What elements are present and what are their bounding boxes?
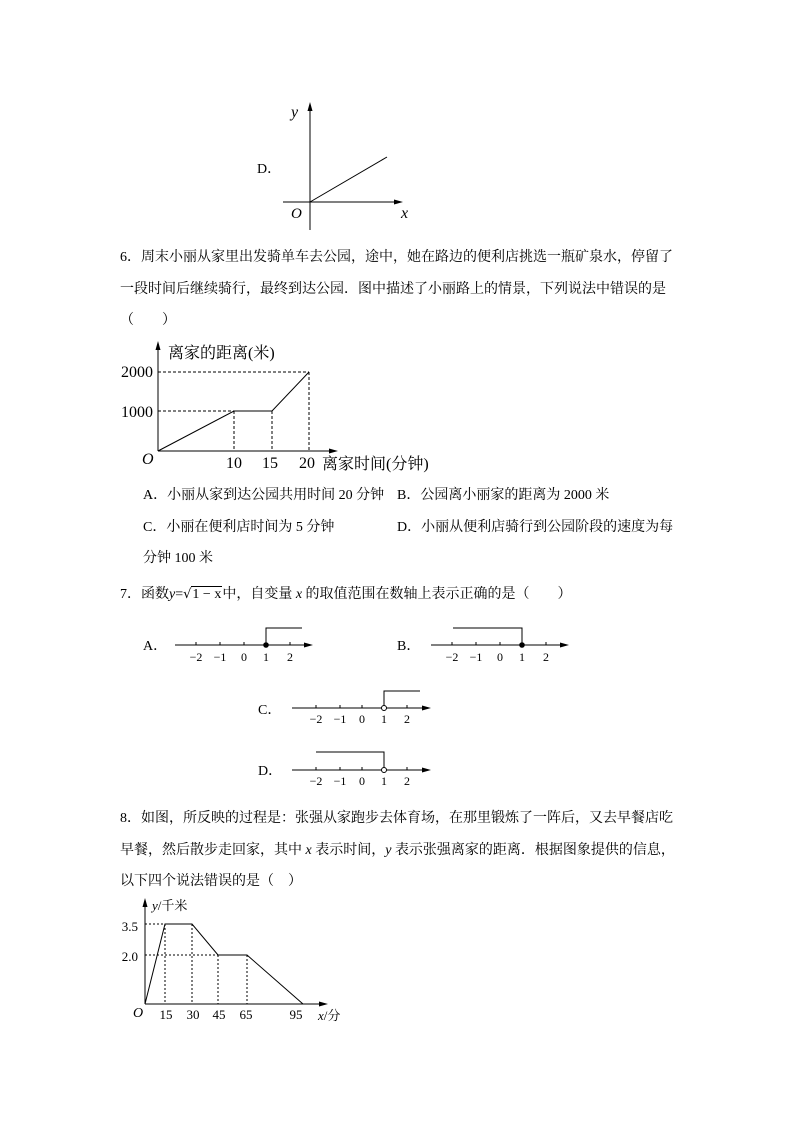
x-axis-label: x: [401, 205, 409, 222]
range-bracket: [384, 691, 420, 706]
open-endpoint: [382, 706, 387, 711]
y-tick-label: 1000: [121, 404, 153, 421]
tick-label: 0: [359, 774, 365, 788]
tick-label: 2: [287, 650, 293, 664]
q7-option-b-number-line: [431, 628, 569, 664]
tick-label: −2: [189, 650, 203, 664]
origin-label: O: [142, 451, 154, 468]
solid-endpoint: [520, 643, 525, 648]
q7-option-d-number-line: [292, 752, 431, 788]
tick-label: −1: [333, 774, 347, 788]
q6-option-d-line-2: 分钟 100 米: [143, 551, 213, 566]
tick-label: −2: [445, 650, 459, 664]
x-axis-arrow: [394, 200, 403, 205]
y-axis-label: 离家的距离(米): [168, 345, 275, 362]
number-line-arrow: [422, 768, 431, 773]
x-axis-var: x: [318, 1008, 324, 1023]
q6-graph: [121, 341, 429, 473]
range-bracket: [266, 628, 302, 645]
x-tick-label: 45: [212, 1007, 226, 1022]
x-tick-label: 15: [159, 1007, 173, 1022]
q7-option-d-label: D．: [258, 764, 283, 779]
range-bracket: [316, 752, 384, 768]
tick-label: 0: [359, 712, 365, 726]
q7-option-a-label: A．: [143, 639, 168, 654]
q5-option-d-label: D．: [257, 162, 282, 177]
y-axis-arrow: [156, 341, 161, 350]
q8-stem-line-2-b: 表示时间，: [311, 843, 386, 858]
q6-option-a: A．小丽从家到达公园共用时间 20 分钟: [143, 488, 385, 503]
q8-stem-line-3: 以下四个说法错误的是（ ）: [120, 874, 302, 889]
q7-option-c-label: C．: [258, 703, 282, 718]
number-line-arrow: [560, 643, 569, 648]
range-bracket: [453, 628, 522, 645]
tick-label: 1: [263, 650, 269, 664]
x-axis-unit: /分: [323, 1008, 341, 1023]
q7-radicand: 1 − x: [192, 587, 222, 602]
tick-label: −1: [333, 712, 347, 726]
number-line-arrow: [304, 643, 313, 648]
q8-var-y: y: [385, 843, 392, 858]
q6-option-d-line-1: D．小丽从便利店骑行到公园阶段的速度为每: [397, 520, 674, 535]
function-line: [310, 157, 387, 202]
q7-option-b-label: B．: [397, 639, 421, 654]
q6-answer-parens: （ ）: [120, 313, 176, 328]
y-axis-label: [150, 898, 187, 913]
q6-option-c: C．小丽在便利店时间为 5 分钟: [143, 520, 335, 535]
q5-option-d-graph: [283, 102, 408, 230]
tick-label: 2: [404, 774, 410, 788]
q7-stem-prefix: 7．函数: [120, 587, 169, 602]
q7-stem-suffix: 的取值范围在数轴上表示正确的是（ ）: [302, 587, 572, 602]
y-axis-var: y: [152, 898, 158, 913]
tick-label: 1: [519, 650, 525, 664]
q8-graph: [122, 898, 341, 1023]
x-tick-label: 10: [226, 455, 242, 472]
tick-label: −2: [309, 712, 323, 726]
q7-option-a-number-line: [175, 628, 313, 664]
y-axis-label: y: [291, 104, 299, 121]
x-axis-label: [317, 1008, 340, 1023]
x-tick-label: 65: [239, 1007, 253, 1022]
q7-option-c-number-line: [292, 691, 431, 726]
tick-label: 2: [404, 712, 410, 726]
tick-label: 2: [543, 650, 549, 664]
x-tick-label: 95: [289, 1007, 303, 1022]
radical-sign: √: [183, 587, 192, 602]
q7-func-var: y: [169, 587, 176, 602]
y-tick-label: 3.5: [121, 919, 138, 934]
tick-label: −1: [213, 650, 227, 664]
x-tick-label: 20: [299, 455, 315, 472]
q8-stem-line-1: 8．如图，所反映的过程是：张强从家跑步去体育场，在那里锻炼了一阵后，又去早餐店吃: [120, 811, 673, 826]
tick-label: 0: [241, 650, 247, 664]
x-axis-label: 离家时间(分钟): [322, 456, 429, 473]
origin-label: O: [133, 1006, 144, 1021]
distance-time-line: [145, 924, 303, 1004]
tick-label: −1: [469, 650, 483, 664]
q6-stem-line-1: 6．周末小丽从家里出发骑单车去公园，途中，她在路边的便利店挑选一瓶矿泉水，停留了: [120, 250, 673, 265]
solid-endpoint: [264, 643, 269, 648]
y-axis-arrow: [143, 898, 148, 907]
tick-label: −2: [309, 774, 323, 788]
q7-stem-mid: 中，自变量: [222, 587, 296, 602]
q6-stem-line-2: 一段时间后继续骑行，最终到达公园．图中描述了小丽路上的情景，下列说法中错误的是: [120, 282, 666, 297]
x-axis-arrow: [329, 449, 338, 454]
tick-label: 1: [381, 774, 387, 788]
tick-label: 0: [497, 650, 503, 664]
x-tick-label: 30: [186, 1007, 200, 1022]
q6-option-b: B．公园离小丽家的距离为 2000 米: [397, 488, 610, 503]
tick-label: 1: [381, 712, 387, 726]
q8-stem-line-2-c: 表示张强离家的距离．根据图象提供的信息，: [391, 843, 675, 858]
open-endpoint: [382, 768, 387, 773]
y-tick-label: 2.0: [121, 949, 138, 964]
x-axis-arrow: [319, 1002, 328, 1007]
number-line-arrow: [422, 706, 431, 711]
y-tick-label: 2000: [121, 364, 153, 381]
origin-label: O: [291, 206, 302, 222]
y-axis-arrow: [308, 102, 313, 111]
x-tick-label: 15: [262, 455, 278, 472]
q8-var-x: x: [305, 843, 312, 858]
q7-equals: =: [175, 587, 184, 602]
q7-var: x: [295, 587, 303, 602]
q8-stem-line-2-a: 早餐，然后散步走回家，其中: [120, 843, 306, 858]
y-axis-unit: /千米: [157, 898, 188, 913]
